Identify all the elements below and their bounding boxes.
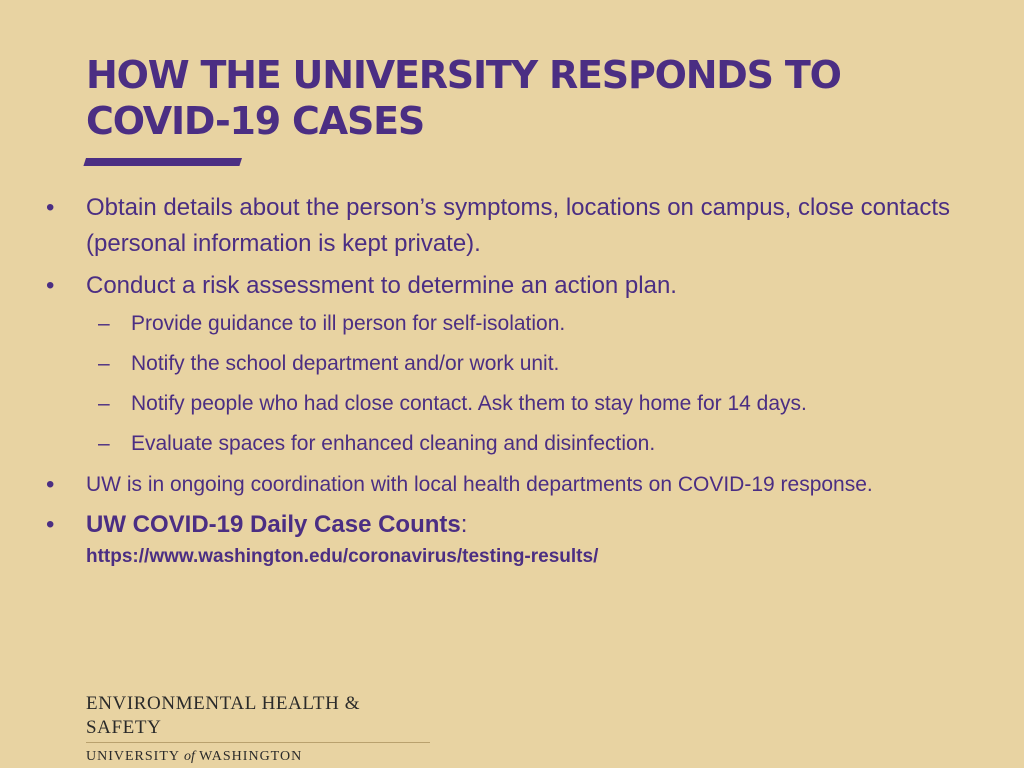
footer-logo	[86, 692, 430, 767]
bullet-text: UW is in ongoing coordination with local health departments on COVID-19 response.	[86, 473, 873, 496]
bullet-item	[0, 468, 1024, 501]
bullet-text: Obtain details about the person’s symptoms, locations on campus, close contacts (personal information is kept private).	[86, 194, 951, 257]
sub-bullet-text: Evaluate spaces for enhanced cleaning and disinfection.	[131, 432, 656, 455]
slide-title-line-2: COVID-19 CASES	[86, 99, 425, 143]
title-underline	[83, 158, 242, 166]
bullet-glyph: •	[46, 272, 55, 299]
dash-glyph: –	[98, 352, 110, 375]
dash-glyph: –	[98, 392, 110, 415]
sub-bullet-item	[0, 384, 1024, 424]
testing-results-url[interactable]: https://www.washington.edu/coronavirus/testing-results/	[86, 546, 599, 567]
footer-org-name: ENVIRONMENTAL HEALTH & SAFETY	[86, 693, 361, 738]
bullet-glyph: •	[46, 511, 55, 538]
sub-bullet-item	[0, 344, 1024, 384]
dash-glyph: –	[98, 312, 110, 335]
slide-title	[86, 52, 986, 144]
sub-bullet-text: Provide guidance to ill person for self-isolation.	[131, 312, 566, 335]
bullet-item-case-counts	[0, 507, 1024, 571]
case-counts-colon: :	[460, 511, 468, 538]
footer-uni-of: of	[183, 749, 195, 764]
bullet-list	[0, 190, 1024, 571]
sub-bullet-item	[0, 424, 1024, 464]
sub-bullet-item	[0, 304, 1024, 344]
slide-title-line-1: HOW THE UNIVERSITY RESPONDS TO	[86, 53, 841, 97]
bullet-glyph: •	[46, 194, 55, 221]
bullet-item	[0, 190, 1024, 262]
footer-uni-before: UNIVERSITY	[86, 749, 180, 764]
sub-bullet-text: Notify the school department and/or work unit.	[131, 352, 560, 375]
dash-glyph: –	[98, 432, 110, 455]
bullet-glyph: •	[46, 471, 55, 498]
footer-uni-after: WASHINGTON	[199, 749, 303, 764]
footer-divider	[86, 742, 430, 743]
bullet-item	[0, 268, 1024, 304]
case-counts-link[interactable]: UW COVID-19 Daily Case Counts	[86, 511, 461, 538]
sub-bullet-text: Notify people who had close contact. Ask them to stay home for 14 days.	[131, 392, 807, 415]
bullet-text: Conduct a risk assessment to determine an action plan.	[86, 272, 677, 299]
footer-university-name	[86, 747, 430, 767]
